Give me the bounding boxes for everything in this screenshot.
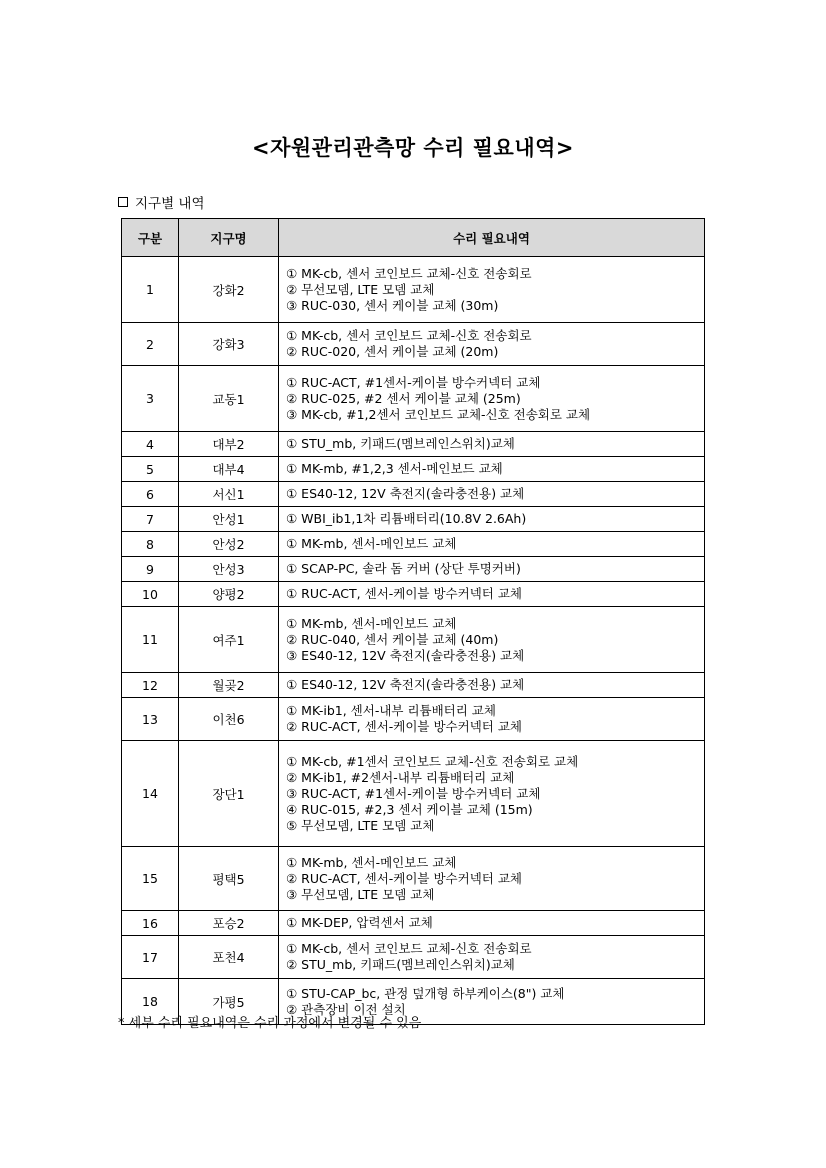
table-row — [122, 741, 705, 847]
row-number: 13 — [122, 698, 179, 741]
repair-item: ② STU_mb, 키패드(멤브레인스위치)교체 — [286, 957, 515, 972]
repair-item: ① MK-cb, 센서 코인보드 교체-신호 전송회로 — [286, 328, 532, 343]
repair-item: ② RUC-040, 센서 케이블 교체 (40m) — [286, 631, 499, 647]
repair-items — [279, 847, 705, 911]
repair-item: ① MK-mb, 센서-메인보드 교체 — [286, 854, 457, 870]
page-title: <자원관리관측망 수리 필요내역> — [251, 136, 575, 160]
row-number: 3 — [122, 366, 179, 432]
repair-items — [279, 673, 705, 698]
district-name: 월곶2 — [179, 673, 279, 698]
repair-table — [121, 218, 705, 1025]
repair-items — [279, 607, 705, 673]
repair-item: ① WBI_ib1,1차 리튬배터리(10.8V 2.6Ah) — [286, 511, 527, 526]
row-number: 9 — [122, 557, 179, 582]
district-name: 포승2 — [179, 911, 279, 936]
header-no: 구분 — [122, 219, 179, 257]
repair-item: ② RUC-ACT, 센서-케이블 방수커넥터 교체 — [286, 870, 522, 886]
repair-items — [279, 557, 705, 582]
table-row — [122, 911, 705, 936]
table-row — [122, 698, 705, 741]
repair-item: ① MK-ib1, 센서-내부 리튬배터리 교체 — [286, 703, 496, 718]
table-row — [122, 936, 705, 979]
repair-item: ④ RUC-015, #2,3 센서 케이블 교체 (15m) — [286, 801, 533, 817]
district-name: 대부4 — [179, 457, 279, 482]
repair-item: ① MK-mb, 센서-메인보드 교체 — [286, 615, 457, 631]
repair-item: ③ 무선모뎀, LTE 모뎀 교체 — [286, 886, 435, 902]
district-name: 양평2 — [179, 582, 279, 607]
repair-item: ① RUC-ACT, 센서-케이블 방수커넥터 교체 — [286, 586, 522, 601]
repair-item: ① STU_mb, 키패드(멤브레인스위치)교체 — [286, 436, 515, 451]
repair-item: ① ES40-12, 12V 축전지(솔라충전용) 교체 — [286, 677, 525, 692]
table-row — [122, 847, 705, 911]
repair-items — [279, 257, 705, 323]
district-name: 대부2 — [179, 432, 279, 457]
district-name: 서신1 — [179, 482, 279, 507]
repair-item: ② 관측장비 이전 설치 — [286, 1001, 406, 1017]
repair-items — [279, 366, 705, 432]
table-row — [122, 432, 705, 457]
header-items: 수리 필요내역 — [279, 219, 705, 257]
checkbox-icon — [118, 197, 128, 207]
repair-item: ③ RUC-ACT, #1센서-케이블 방수커넥터 교체 — [286, 785, 541, 801]
row-number: 11 — [122, 607, 179, 673]
repair-item: ① SCAP-PC, 솔라 돔 커버 (상단 투명커버) — [286, 561, 521, 576]
repair-item: ① MK-DEP, 압력센서 교체 — [286, 915, 433, 930]
table-row — [122, 257, 705, 323]
table-row — [122, 482, 705, 507]
repair-item: ① MK-cb, 센서 코인보드 교체-신호 전송회로 — [286, 265, 532, 281]
repair-item: ① MK-mb, 센서-메인보드 교체 — [286, 536, 457, 551]
table-body — [122, 257, 705, 1025]
table-row — [122, 507, 705, 532]
repair-items — [279, 582, 705, 607]
repair-items — [279, 532, 705, 557]
row-number: 1 — [122, 257, 179, 323]
table-row — [122, 366, 705, 432]
repair-item: ① MK-cb, #1센서 코인보드 교체-신호 전송회로 교체 — [286, 753, 579, 769]
table-row — [122, 673, 705, 698]
row-number: 2 — [122, 323, 179, 366]
repair-items — [279, 432, 705, 457]
repair-item: ② 무선모뎀, LTE 모뎀 교체 — [286, 281, 435, 297]
repair-item: ③ ES40-12, 12V 축전지(솔라충전용) 교체 — [286, 647, 525, 663]
row-number: 5 — [122, 457, 179, 482]
row-number: 18 — [122, 979, 179, 1025]
row-number: 16 — [122, 911, 179, 936]
repair-item: ② RUC-025, #2 센서 케이블 교체 (25m) — [286, 390, 521, 406]
district-name: 평택5 — [179, 847, 279, 911]
district-name: 교동1 — [179, 366, 279, 432]
district-name: 강화3 — [179, 323, 279, 366]
repair-items — [279, 507, 705, 532]
row-number: 10 — [122, 582, 179, 607]
repair-item: ② RUC-020, 센서 케이블 교체 (20m) — [286, 344, 499, 359]
table-row — [122, 557, 705, 582]
row-number: 15 — [122, 847, 179, 911]
repair-item: ① MK-mb, #1,2,3 센서-메인보드 교체 — [286, 461, 503, 476]
repair-items — [279, 911, 705, 936]
footnote: * 세부 수리 필요내역은 수리 과정에서 변경될 수 있음 — [118, 1016, 422, 1031]
header-district: 지구명 — [179, 219, 279, 257]
table-row — [122, 532, 705, 557]
table-row — [122, 582, 705, 607]
row-number: 4 — [122, 432, 179, 457]
repair-items — [279, 323, 705, 366]
district-name: 안성2 — [179, 532, 279, 557]
district-name: 강화2 — [179, 257, 279, 323]
row-number: 17 — [122, 936, 179, 979]
repair-item: ① RUC-ACT, #1센서-케이블 방수커넥터 교체 — [286, 374, 541, 390]
repair-item: ① ES40-12, 12V 축전지(솔라충전용) 교체 — [286, 486, 525, 501]
repair-item: ① MK-cb, 센서 코인보드 교체-신호 전송회로 — [286, 941, 532, 956]
repair-item: ② RUC-ACT, 센서-케이블 방수커넥터 교체 — [286, 719, 522, 734]
repair-item: ③ MK-cb, #1,2센서 코인보드 교체-신호 전송회로 교체 — [286, 406, 591, 422]
row-number: 14 — [122, 741, 179, 847]
district-name: 안성3 — [179, 557, 279, 582]
section-heading-label: 지구별 내역 — [135, 196, 205, 212]
district-name: 가평5 — [179, 979, 279, 1025]
table-row — [122, 607, 705, 673]
district-name: 여주1 — [179, 607, 279, 673]
table-row — [122, 323, 705, 366]
district-name: 이천6 — [179, 698, 279, 741]
district-name: 장단1 — [179, 741, 279, 847]
row-number: 7 — [122, 507, 179, 532]
repair-items — [279, 482, 705, 507]
repair-item: ③ RUC-030, 센서 케이블 교체 (30m) — [286, 297, 499, 313]
repair-items — [279, 741, 705, 847]
repair-items — [279, 457, 705, 482]
section-heading — [118, 192, 205, 212]
repair-item: ⑤ 무선모뎀, LTE 모뎀 교체 — [286, 817, 435, 833]
table-row — [122, 457, 705, 482]
district-name: 포천4 — [179, 936, 279, 979]
row-number: 8 — [122, 532, 179, 557]
table-header-row — [122, 219, 705, 257]
row-number: 12 — [122, 673, 179, 698]
row-number: 6 — [122, 482, 179, 507]
repair-item: ② MK-ib1, #2센서-내부 리튬배터리 교체 — [286, 769, 515, 785]
repair-items — [279, 936, 705, 979]
repair-item: ① STU-CAP_bc, 관정 덮개형 하부케이스(8") 교체 — [286, 985, 565, 1001]
repair-items — [279, 698, 705, 741]
district-name: 안성1 — [179, 507, 279, 532]
